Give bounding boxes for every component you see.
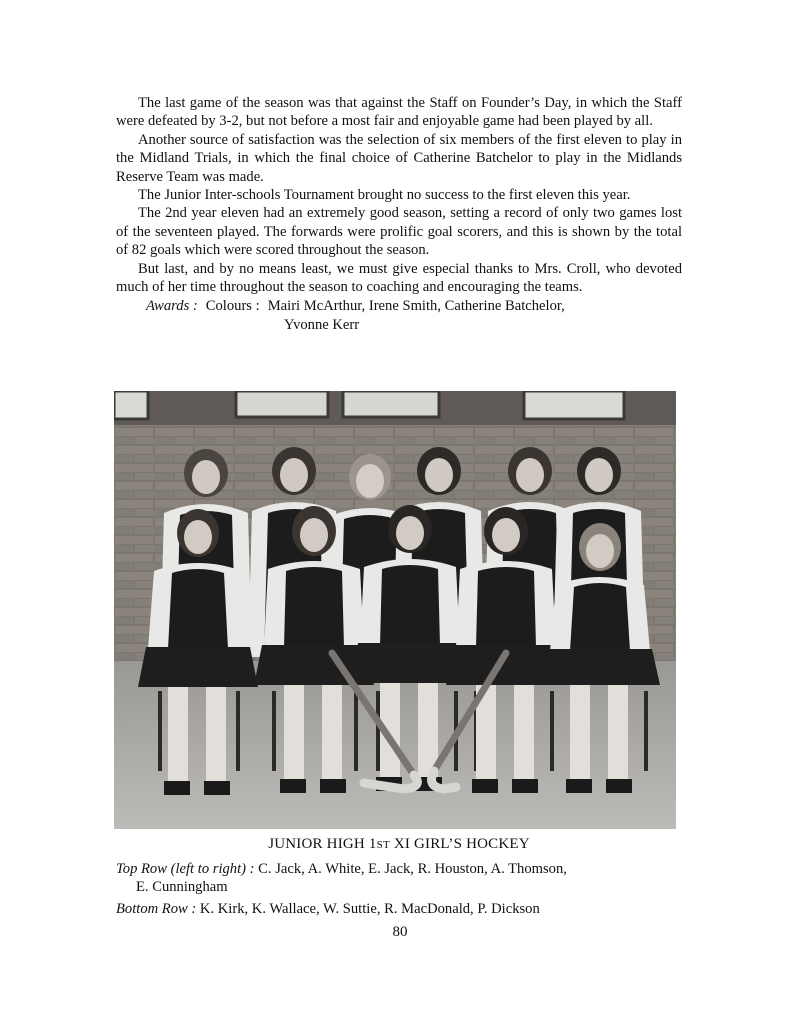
top-row-line [116,860,682,878]
page-number: 80 [392,924,408,940]
paragraph-inter-schools: The Junior Inter-schools Tournament brought no success to the first eleven this year. [138,187,631,204]
team-names [116,860,682,918]
bottom-row-names: K. Kirk, K. Wallace, W. Suttie, R. MacDonald, P. Dickson [199,900,540,917]
caption-part1: JUNIOR HIGH 1 [268,836,377,852]
paragraph-thanks: But last, and by no means least, we must give especial thanks to Mrs. Croll, who devoted much of her time throughout the season to coaching and encouraging the teams. [116,260,682,296]
team-photograph [114,391,676,829]
caption-part2: XI GIRL’S HOCKEY [389,836,530,852]
awards-names-line1: Mairi McArthur, Irene Smith, Catherine Batchelor, [267,298,565,315]
awards-section [116,297,682,334]
paragraph-founders-day: The last game of the season was that against the Staff on Founder’s Day, in which the Staff were defeated by 3-2, but not before a most fair and enjoyable game had been played by all. [116,95,682,130]
caption-ordinal: ST [376,839,390,851]
awards-names-line2: Yvonne Kerr [284,316,360,333]
photo-caption [116,836,682,853]
paragraph-midland-trials: Another source of satisfaction was the selection of six members of the first eleven to play in the Midland Trials, in which the final choice of Catherine Batchelor to play in the Midlands Reserve Team was made. [116,131,682,185]
awards-label: Awards : [146,298,198,315]
colours-label: Colours : [205,298,260,315]
top-row-names-cont: E. Cunningham [136,879,228,896]
bottom-row-label: Bottom Row : [116,900,197,917]
top-row-label: Top Row (left to right) : [116,861,255,877]
article-body [116,94,682,334]
top-row-names: C. Jack, A. White, E. Jack, R. Houston, A. Thomson, [258,861,567,877]
paragraph-2nd-year: The 2nd year eleven had an extremely good season, setting a record of only two games lost of the seventeen played. The forwards were prolific goal scorers, and this is shown by the total of 82 goals which were scored throughout the season. [116,205,682,259]
bottom-row-line [116,900,682,918]
